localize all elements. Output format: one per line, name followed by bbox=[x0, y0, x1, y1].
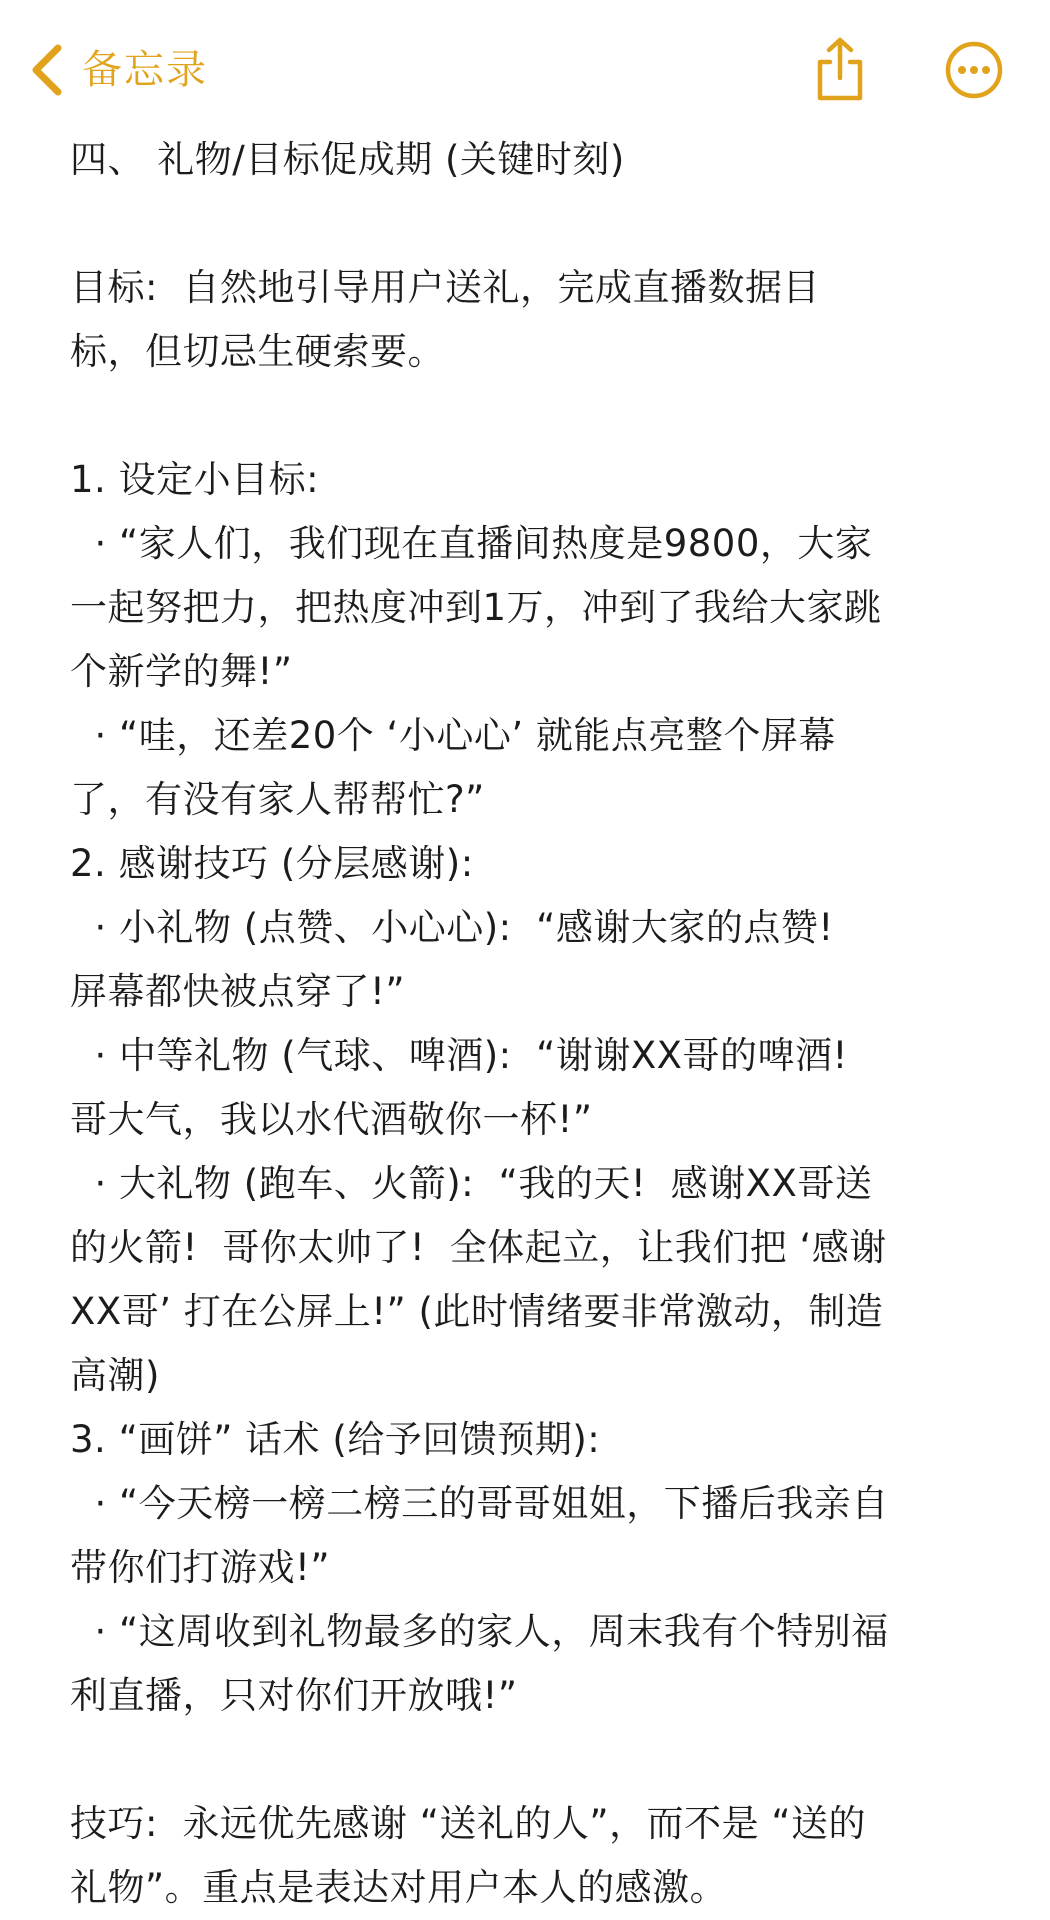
note-line: 3. “画饼” 话术 (给予回馈预期): bbox=[70, 1418, 601, 1461]
navigation-bar bbox=[0, 0, 1050, 140]
note-line: 屏幕都快被点穿了!” bbox=[70, 970, 406, 1013]
note-line: 利直播，只对你们开放哦!” bbox=[70, 1674, 518, 1717]
note-line: 一起努把力，把热度冲到1万，冲到了我给大家跳 bbox=[70, 586, 882, 629]
note-line: 的火箭! 哥你太帅了! 全体起立，让我们把 ‘感谢 bbox=[70, 1226, 887, 1269]
more-button[interactable] bbox=[944, 40, 1004, 100]
note-line: 礼物”。重点是表达对用户本人的感激。 bbox=[70, 1866, 728, 1909]
note-line: XX哥’ 打在公屏上!” (此时情绪要非常激动，制造 bbox=[70, 1290, 884, 1333]
note-line: 了，有没有家人帮帮忙?” bbox=[70, 778, 485, 821]
note-line: 技巧: 永远优先感谢 “送礼的人”，而不是 “送的 bbox=[70, 1802, 867, 1845]
ellipsis-circle-icon bbox=[944, 40, 1004, 100]
note-line: 哥大气，我以水代酒敬你一杯!” bbox=[70, 1098, 593, 1141]
share-button[interactable] bbox=[812, 36, 868, 104]
chevron-left-icon bbox=[28, 40, 66, 100]
note-line: 带你们打游戏!” bbox=[70, 1546, 331, 1589]
note-line: 四、 礼物/目标促成期 (关键时刻) bbox=[70, 138, 625, 181]
note-line: 标，但切忌生硬索要。 bbox=[70, 330, 445, 373]
back-button[interactable] bbox=[28, 38, 208, 102]
note-line: 2. 感谢技巧 (分层感谢): bbox=[70, 842, 474, 885]
note-line bbox=[70, 384, 1010, 448]
note-line: · “这周收到礼物最多的家人，周末我有个特别福 bbox=[70, 1610, 889, 1653]
note-line: · 中等礼物 (气球、啤酒): “谢谢XX哥的啤酒! bbox=[70, 1034, 848, 1077]
note-line bbox=[70, 1728, 1010, 1792]
note-line: · “家人们，我们现在直播间热度是9800，大家 bbox=[70, 522, 873, 565]
note-line bbox=[70, 192, 1010, 256]
note-line: · “哇，还差20个 ‘小心心’ 就能点亮整个屏幕 bbox=[70, 714, 836, 757]
note-line: 个新学的舞!” bbox=[70, 650, 293, 693]
note-line: · “今天榜一榜二榜三的哥哥姐姐，下播后我亲自 bbox=[70, 1482, 889, 1525]
note-line: 目标: 自然地引导用户送礼，完成直播数据目 bbox=[70, 266, 820, 309]
note-line: 高潮) bbox=[70, 1354, 160, 1397]
note-line: · 大礼物 (跑车、火箭): “我的天! 感谢XX哥送 bbox=[70, 1162, 873, 1205]
note-body[interactable] bbox=[70, 128, 1010, 1920]
note-line: 1. 设定小目标: bbox=[70, 458, 320, 501]
share-icon bbox=[812, 36, 868, 104]
note-line: · 小礼物 (点赞、小心心): “感谢大家的点赞! bbox=[70, 906, 834, 949]
back-label: 备忘录 bbox=[82, 47, 208, 93]
